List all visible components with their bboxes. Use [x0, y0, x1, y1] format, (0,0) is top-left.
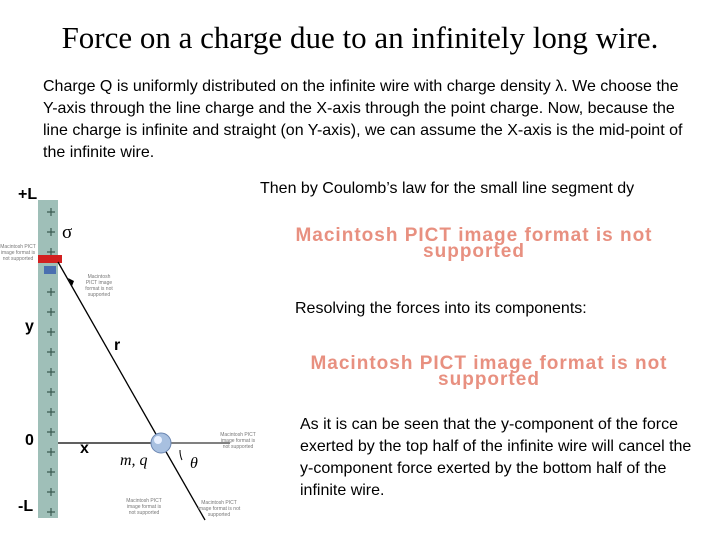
x-label: x — [80, 440, 89, 457]
plus-l-label: +L — [18, 186, 38, 203]
pict-tiny-3: Macintosh PICT image format is not supported — [220, 432, 256, 450]
pict-tiny-4: Macintosh PICT image format is not supported — [126, 498, 162, 516]
intro-paragraph: Charge Q is uniformly distributed on the infinite wire with charge density λ. We choose the Y-axis through the line charge and the X-axis through the point charge. Now, because the line charge is infinite and straight (on Y-axis), we can assume the X-axis is the mid-point of the infinite wire. — [43, 78, 683, 161]
pict-placeholder-coulomb: Macintosh PICT image format is not supported — [295, 225, 653, 262]
pict-tiny-1: Macintosh PICT image format is not supported — [0, 244, 36, 262]
sigma-label: σ — [62, 222, 73, 243]
infinite-wire — [38, 200, 58, 518]
minus-l-label: -L — [18, 498, 34, 515]
conclusion-paragraph: As it is can be seen that the y-component of the force exerted by the top half of the infinite wire will cancel the y-component force exerted by the bottom half of the infinite wire. — [300, 416, 692, 499]
segment-marker — [44, 266, 56, 274]
slide-title: Force on a charge due to an infinitely long wire. — [61, 20, 659, 55]
y-label: y — [25, 318, 34, 335]
coulomb-law-text: Then by Coulomb’s law for the small line segment dy — [260, 180, 635, 197]
r-label: r — [114, 337, 121, 354]
charge-highlight — [154, 436, 162, 444]
origin-label: 0 — [25, 432, 34, 449]
theta-arc — [180, 450, 182, 460]
resolve-text: Resolving the forces into its components: — [295, 300, 587, 317]
mq-label: m, q — [120, 452, 148, 469]
pict-placeholder-components: Macintosh PICT image format is not supported — [310, 353, 668, 390]
point-charge — [151, 433, 171, 453]
theta-label: θ — [190, 455, 198, 472]
pict-tiny-2: Macintosh PICT image format is not supported — [85, 274, 113, 298]
pict-tiny-5: Macintosh PICT image format is not supported — [197, 500, 241, 518]
